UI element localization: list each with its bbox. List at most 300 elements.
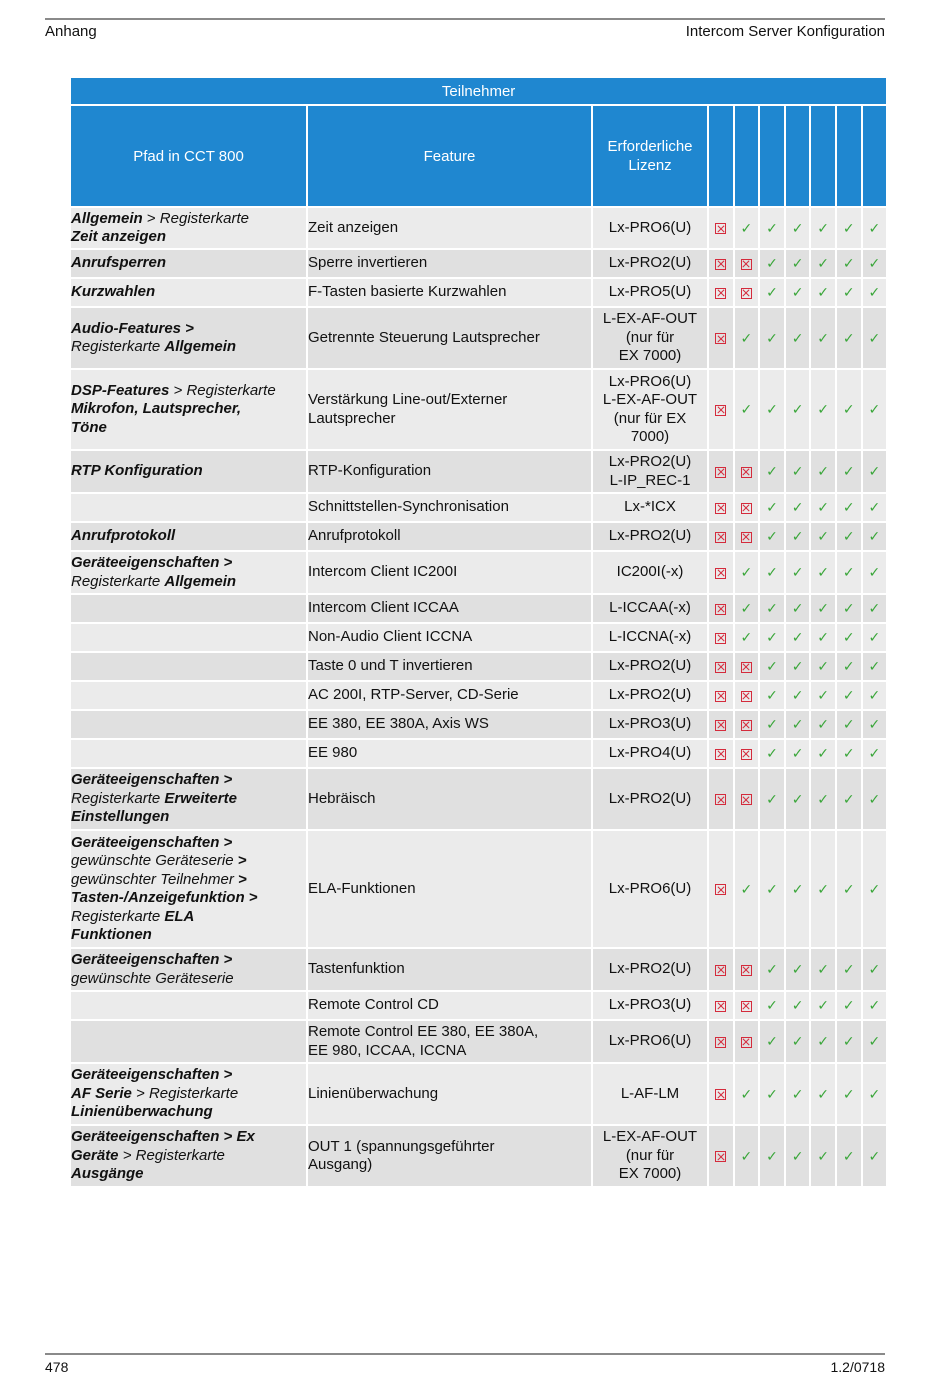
- check-icon: ✓: [868, 500, 881, 516]
- supported-cell: [785, 681, 811, 710]
- license-cell: Lx-PRO2(U): [592, 768, 708, 830]
- cct-path-segment: Ausgänge: [71, 1165, 144, 1183]
- supported-cell: [759, 652, 785, 681]
- supported-cell: [862, 1020, 888, 1063]
- check-icon: ✓: [791, 330, 804, 347]
- supported-cell: [734, 830, 760, 948]
- supported-cell: [862, 1063, 888, 1125]
- license-cell: Lx-PRO5(U): [592, 278, 708, 307]
- supported-cell: [836, 948, 862, 991]
- cct-path-segment: Anrufprotokoll: [71, 527, 176, 545]
- cct-path-segment: Allgemein: [164, 572, 237, 590]
- supported-cell: [785, 652, 811, 681]
- cct-path-cell: [70, 522, 307, 551]
- supported-cell: [862, 830, 888, 948]
- cross-box-icon: [715, 720, 726, 731]
- not-supported-cell: [708, 551, 734, 594]
- cct-path-segment: Registerkarte: [71, 789, 165, 807]
- supported-cell: [759, 1125, 785, 1187]
- supported-cell: [862, 278, 888, 307]
- check-icon: ✓: [766, 220, 778, 237]
- cross-box-icon: [715, 568, 726, 579]
- supported-cell: [836, 991, 862, 1020]
- license-cell: Lx-PRO4(U): [592, 739, 708, 768]
- cross-box-icon: [715, 333, 726, 344]
- supported-cell: [862, 207, 888, 249]
- check-icon: ✓: [791, 220, 804, 237]
- cct-path-segment: Registerkarte: [71, 907, 165, 925]
- check-icon: ✓: [766, 746, 778, 762]
- check-icon: ✓: [868, 746, 881, 762]
- license-cell: Lx-PRO2(U): [592, 948, 708, 991]
- supported-cell: [862, 710, 888, 739]
- supported-cell: [836, 768, 862, 830]
- check-icon: ✓: [791, 746, 804, 762]
- supported-cell: [862, 948, 888, 991]
- table-row: [70, 278, 887, 307]
- not-supported-cell: [708, 710, 734, 739]
- supported-cell: [836, 307, 862, 369]
- cross-box-icon: [741, 1037, 752, 1048]
- version-label: VirtuoSIS 8.0: [890, 119, 907, 202]
- supported-cell: [734, 369, 760, 450]
- cross-box-icon: [741, 467, 752, 478]
- supported-cell: [810, 594, 836, 623]
- check-icon: ✓: [868, 601, 881, 617]
- check-icon: ✓: [766, 688, 778, 704]
- check-icon: ✓: [817, 565, 830, 581]
- license-cell: L-AF-LM: [592, 1063, 708, 1125]
- check-icon: ✓: [817, 500, 830, 516]
- feature-cell: Tastenfunktion: [307, 948, 592, 991]
- check-icon: ✓: [868, 1034, 881, 1050]
- check-icon: ✓: [842, 601, 855, 617]
- supported-cell: [836, 1020, 862, 1063]
- check-icon: ✓: [817, 746, 830, 762]
- cross-box-icon: [715, 405, 726, 416]
- supported-cell: [785, 278, 811, 307]
- check-icon: ✓: [766, 256, 778, 272]
- table-row: [70, 623, 887, 652]
- supported-cell: [810, 710, 836, 739]
- header-document-title: Intercom Server Konfiguration: [685, 23, 885, 40]
- check-icon: ✓: [791, 285, 804, 301]
- cct-path-segment: gewünschte Geräteserie: [71, 852, 238, 869]
- cct-path-segment: Kurzwahlen: [71, 283, 156, 301]
- supported-cell: [785, 207, 811, 249]
- cross-box-icon: [741, 720, 752, 731]
- check-icon: ✓: [817, 962, 830, 978]
- check-icon: ✓: [868, 565, 881, 581]
- supported-cell: [759, 739, 785, 768]
- supported-cell: [810, 307, 836, 369]
- check-icon: ✓: [766, 659, 778, 675]
- table-row: [70, 1063, 887, 1125]
- check-icon: ✓: [868, 717, 881, 733]
- check-icon: ✓: [740, 1086, 753, 1103]
- check-icon: ✓: [791, 529, 804, 545]
- check-icon: ✓: [817, 659, 830, 675]
- header-rule: [45, 18, 885, 20]
- supported-cell: [836, 652, 862, 681]
- check-icon: ✓: [791, 659, 804, 675]
- supported-cell: [810, 369, 836, 450]
- not-supported-cell: [708, 768, 734, 830]
- supported-cell: [785, 768, 811, 830]
- check-icon: ✓: [842, 330, 855, 347]
- check-icon: ✓: [740, 1148, 753, 1165]
- supported-cell: [810, 493, 836, 522]
- check-icon: ✓: [766, 285, 778, 301]
- not-supported-cell: [734, 493, 760, 522]
- supported-cell: [759, 623, 785, 652]
- check-icon: ✓: [791, 998, 804, 1014]
- check-icon: ✓: [817, 464, 830, 480]
- not-supported-cell: [708, 623, 734, 652]
- feature-cell: EE 380, EE 380A, Axis WS: [307, 710, 592, 739]
- column-header-version: [708, 105, 734, 207]
- check-icon: ✓: [766, 791, 778, 808]
- feature-cell: Anrufprotokoll: [307, 522, 592, 551]
- check-icon: ✓: [842, 220, 855, 237]
- cct-path-segment: Geräteeigenschaften > Ex: [71, 1128, 255, 1146]
- check-icon: ✓: [842, 688, 855, 704]
- supported-cell: [759, 991, 785, 1020]
- check-icon: ✓: [766, 1086, 778, 1103]
- check-icon: ✓: [791, 402, 804, 418]
- supported-cell: [810, 623, 836, 652]
- supported-cell: [785, 1125, 811, 1187]
- supported-cell: [810, 991, 836, 1020]
- supported-cell: [810, 652, 836, 681]
- table-row: [70, 207, 887, 249]
- supported-cell: [836, 594, 862, 623]
- not-supported-cell: [734, 249, 760, 278]
- column-header-version: [785, 105, 811, 207]
- check-icon: ✓: [817, 601, 830, 617]
- supported-cell: [759, 681, 785, 710]
- cct-path-segment: Zeit anzeigen: [71, 228, 167, 245]
- supported-cell: [734, 623, 760, 652]
- check-icon: ✓: [817, 220, 830, 237]
- feature-cell: Intercom Client ICCAA: [307, 594, 592, 623]
- license-cell: L-ICCAA(-x): [592, 594, 708, 623]
- supported-cell: [862, 551, 888, 594]
- cct-path-segment: Erweiterte: [164, 789, 237, 807]
- check-icon: ✓: [766, 962, 778, 978]
- table-row: [70, 991, 887, 1020]
- license-cell: L-EX-AF-OUT (nur für EX 7000): [592, 1125, 708, 1187]
- feature-cell: Remote Control CD: [307, 991, 592, 1020]
- supported-cell: [785, 623, 811, 652]
- cct-path-cell: [70, 948, 307, 991]
- license-feature-table: [69, 76, 907, 1188]
- feature-cell: OUT 1 (spannungsgeführter Ausgang): [307, 1125, 592, 1187]
- check-icon: ✓: [842, 998, 855, 1014]
- cross-box-icon: [715, 662, 726, 673]
- license-cell: Lx-PRO6(U): [592, 207, 708, 249]
- cct-path-cell: [70, 369, 307, 450]
- check-icon: ✓: [868, 962, 881, 978]
- column-header-version: [734, 105, 760, 207]
- supported-cell: [810, 768, 836, 830]
- license-cell: Lx-PRO6(U) L-EX-AF-OUT (nur für EX 7000): [592, 369, 708, 450]
- not-supported-cell: [708, 493, 734, 522]
- supported-cell: [785, 830, 811, 948]
- table-row: [70, 594, 887, 623]
- supported-cell: [836, 207, 862, 249]
- supported-cell: [759, 1063, 785, 1125]
- check-icon: ✓: [740, 565, 753, 581]
- check-icon: ✓: [791, 791, 804, 808]
- check-icon: ✓: [868, 688, 881, 704]
- cct-path-segment: Audio-Features >: [71, 319, 194, 337]
- check-icon: ✓: [842, 285, 855, 301]
- check-icon: ✓: [817, 285, 830, 301]
- cross-box-icon: [741, 662, 752, 673]
- supported-cell: [862, 522, 888, 551]
- supported-cell: [785, 739, 811, 768]
- feature-cell: F-Tasten basierte Kurzwahlen: [307, 278, 592, 307]
- supported-cell: [759, 768, 785, 830]
- check-icon: ✓: [842, 746, 855, 762]
- supported-cell: [785, 450, 811, 493]
- cct-path-segment: >: [237, 852, 247, 869]
- not-supported-cell: [708, 522, 734, 551]
- license-cell: Lx-PRO2(U): [592, 652, 708, 681]
- column-header-version: [836, 105, 862, 207]
- cct-path-segment: DSP-Features: [71, 381, 170, 399]
- not-supported-cell: [734, 1020, 760, 1063]
- feature-cell: Non-Audio Client ICCNA: [307, 623, 592, 652]
- column-header-path: Pfad in CCT 800: [70, 105, 307, 207]
- check-icon: ✓: [791, 464, 804, 480]
- supported-cell: [785, 249, 811, 278]
- cross-box-icon: [715, 604, 726, 615]
- cross-box-icon: [715, 223, 726, 234]
- cct-path-cell: [70, 493, 307, 522]
- supported-cell: [810, 739, 836, 768]
- cct-path-cell: [70, 681, 307, 710]
- not-supported-cell: [708, 652, 734, 681]
- not-supported-cell: [708, 1125, 734, 1187]
- feature-cell: Hebräisch: [307, 768, 592, 830]
- supported-cell: [785, 1063, 811, 1125]
- cct-path-cell: [70, 830, 307, 948]
- column-header-license-line2: Lizenz: [628, 157, 672, 174]
- check-icon: ✓: [791, 1148, 804, 1165]
- cct-path-segment: > Registerkarte: [169, 381, 276, 399]
- check-icon: ✓: [791, 500, 804, 516]
- cct-path-cell: [70, 594, 307, 623]
- cct-path-segment: > Registerkarte: [131, 1084, 239, 1102]
- supported-cell: [759, 1020, 785, 1063]
- check-icon: ✓: [817, 881, 830, 898]
- supported-cell: [785, 522, 811, 551]
- check-icon: ✓: [817, 256, 830, 272]
- cct-path-segment: RTP Konfiguration: [71, 462, 203, 480]
- cct-path-segment: Geräteeigenschaften >: [71, 771, 233, 789]
- supported-cell: [836, 278, 862, 307]
- not-supported-cell: [708, 948, 734, 991]
- cross-box-icon: [715, 288, 726, 299]
- check-icon: ✓: [766, 402, 778, 418]
- cross-box-icon: [715, 749, 726, 760]
- cct-path-segment: Registerkarte: [71, 572, 165, 590]
- check-icon: ✓: [766, 717, 778, 733]
- license-cell: Lx-PRO3(U): [592, 710, 708, 739]
- supported-cell: [862, 652, 888, 681]
- license-cell: L-ICCNA(-x): [592, 623, 708, 652]
- check-icon: ✓: [740, 330, 753, 347]
- supported-cell: [759, 307, 785, 369]
- not-supported-cell: [708, 830, 734, 948]
- supported-cell: [862, 369, 888, 450]
- supported-cell: [862, 991, 888, 1020]
- not-supported-cell: [734, 450, 760, 493]
- check-icon: ✓: [817, 630, 830, 646]
- supported-cell: [862, 1125, 888, 1187]
- supported-cell: [836, 450, 862, 493]
- check-icon: ✓: [740, 601, 753, 617]
- check-icon: ✓: [842, 1086, 855, 1103]
- check-icon: ✓: [868, 330, 881, 347]
- check-icon: ✓: [791, 1034, 804, 1050]
- cross-box-icon: [715, 467, 726, 478]
- table-row: [70, 307, 887, 369]
- cross-box-icon: [715, 633, 726, 644]
- check-icon: ✓: [868, 881, 881, 898]
- supported-cell: [862, 768, 888, 830]
- cross-box-icon: [715, 532, 726, 543]
- table-row: [70, 522, 887, 551]
- check-icon: ✓: [817, 402, 830, 418]
- check-icon: ✓: [868, 998, 881, 1014]
- cross-box-icon: [715, 794, 726, 805]
- supported-cell: [810, 948, 836, 991]
- supported-cell: [759, 710, 785, 739]
- cct-path-segment: Einstellungen: [71, 808, 170, 826]
- cross-box-icon: [741, 259, 752, 270]
- feature-cell: Schnittstellen-Synchronisation: [307, 493, 592, 522]
- license-cell: Lx-PRO2(U) L-IP_REC-1: [592, 450, 708, 493]
- table-row: [70, 1020, 887, 1063]
- feature-cell: EE 980: [307, 739, 592, 768]
- check-icon: ✓: [817, 1086, 830, 1103]
- check-icon: ✓: [791, 881, 804, 898]
- check-icon: ✓: [817, 998, 830, 1014]
- check-icon: ✓: [817, 688, 830, 704]
- check-icon: ✓: [766, 330, 778, 347]
- cct-path-segment: AF Serie: [71, 1084, 132, 1102]
- not-supported-cell: [734, 948, 760, 991]
- cct-path-cell: [70, 207, 307, 249]
- cross-box-icon: [715, 1001, 726, 1012]
- not-supported-cell: [734, 652, 760, 681]
- feature-cell: Verstärkung Line-out/Externer Lautsprecher: [307, 369, 592, 450]
- supported-cell: [759, 369, 785, 450]
- not-supported-cell: [734, 522, 760, 551]
- cct-path-segment: Anrufsperren: [71, 254, 167, 272]
- supported-cell: [862, 623, 888, 652]
- check-icon: ✓: [740, 402, 753, 418]
- column-header-license-line1: Erforderliche: [607, 138, 693, 155]
- column-header-version: [810, 105, 836, 207]
- supported-cell: [836, 551, 862, 594]
- check-icon: ✓: [868, 791, 881, 808]
- feature-cell: Taste 0 und T invertieren: [307, 652, 592, 681]
- cross-box-icon: [715, 884, 726, 895]
- supported-cell: [759, 207, 785, 249]
- check-icon: ✓: [766, 565, 778, 581]
- license-cell: Lx-PRO2(U): [592, 522, 708, 551]
- license-cell: IC200I(-x): [592, 551, 708, 594]
- supported-cell: [862, 450, 888, 493]
- supported-cell: [862, 594, 888, 623]
- cct-path-segment: Töne: [71, 418, 107, 436]
- column-header-version: [759, 105, 785, 207]
- supported-cell: [759, 450, 785, 493]
- cross-box-icon: [715, 1151, 726, 1162]
- supported-cell: [810, 207, 836, 249]
- check-icon: ✓: [842, 881, 855, 898]
- supported-cell: [862, 681, 888, 710]
- supported-cell: [785, 307, 811, 369]
- group-header-teilnehmer: Teilnehmer: [70, 77, 887, 105]
- cct-path-segment: Geräteeigenschaften >: [71, 554, 233, 571]
- check-icon: ✓: [766, 881, 778, 898]
- cross-box-icon: [715, 1089, 726, 1100]
- table-row: [70, 1125, 887, 1187]
- license-cell: Lx-*ICX: [592, 493, 708, 522]
- check-icon: ✓: [868, 529, 881, 545]
- cross-box-icon: [715, 691, 726, 702]
- not-supported-cell: [708, 450, 734, 493]
- cct-path-segment: Geräte: [71, 1146, 119, 1164]
- supported-cell: [785, 594, 811, 623]
- license-cell: L-EX-AF-OUT (nur für EX 7000): [592, 307, 708, 369]
- check-icon: ✓: [817, 1148, 830, 1165]
- supported-cell: [836, 830, 862, 948]
- cct-path-segment: Geräteeigenschaften >: [71, 951, 233, 968]
- cct-path-cell: [70, 450, 307, 493]
- not-supported-cell: [708, 278, 734, 307]
- supported-cell: [810, 278, 836, 307]
- feature-cell: ELA-Funktionen: [307, 830, 592, 948]
- cross-box-icon: [715, 503, 726, 514]
- cct-path-cell: [70, 249, 307, 278]
- supported-cell: [734, 207, 760, 249]
- check-icon: ✓: [791, 565, 804, 581]
- license-cell: Lx-PRO6(U): [592, 830, 708, 948]
- cct-path-cell: [70, 1125, 307, 1187]
- not-supported-cell: [734, 278, 760, 307]
- supported-cell: [785, 710, 811, 739]
- table-row: [70, 710, 887, 739]
- cross-box-icon: [741, 749, 752, 760]
- supported-cell: [759, 522, 785, 551]
- cross-box-icon: [741, 503, 752, 514]
- not-supported-cell: [708, 1020, 734, 1063]
- cct-path-segment: Linienüberwachung: [71, 1103, 213, 1121]
- check-icon: ✓: [842, 1034, 855, 1050]
- check-icon: ✓: [842, 402, 855, 418]
- check-icon: ✓: [817, 791, 830, 808]
- not-supported-cell: [708, 249, 734, 278]
- supported-cell: [810, 1125, 836, 1187]
- feature-cell: RTP-Konfiguration: [307, 450, 592, 493]
- cct-path-segment: >: [238, 870, 247, 888]
